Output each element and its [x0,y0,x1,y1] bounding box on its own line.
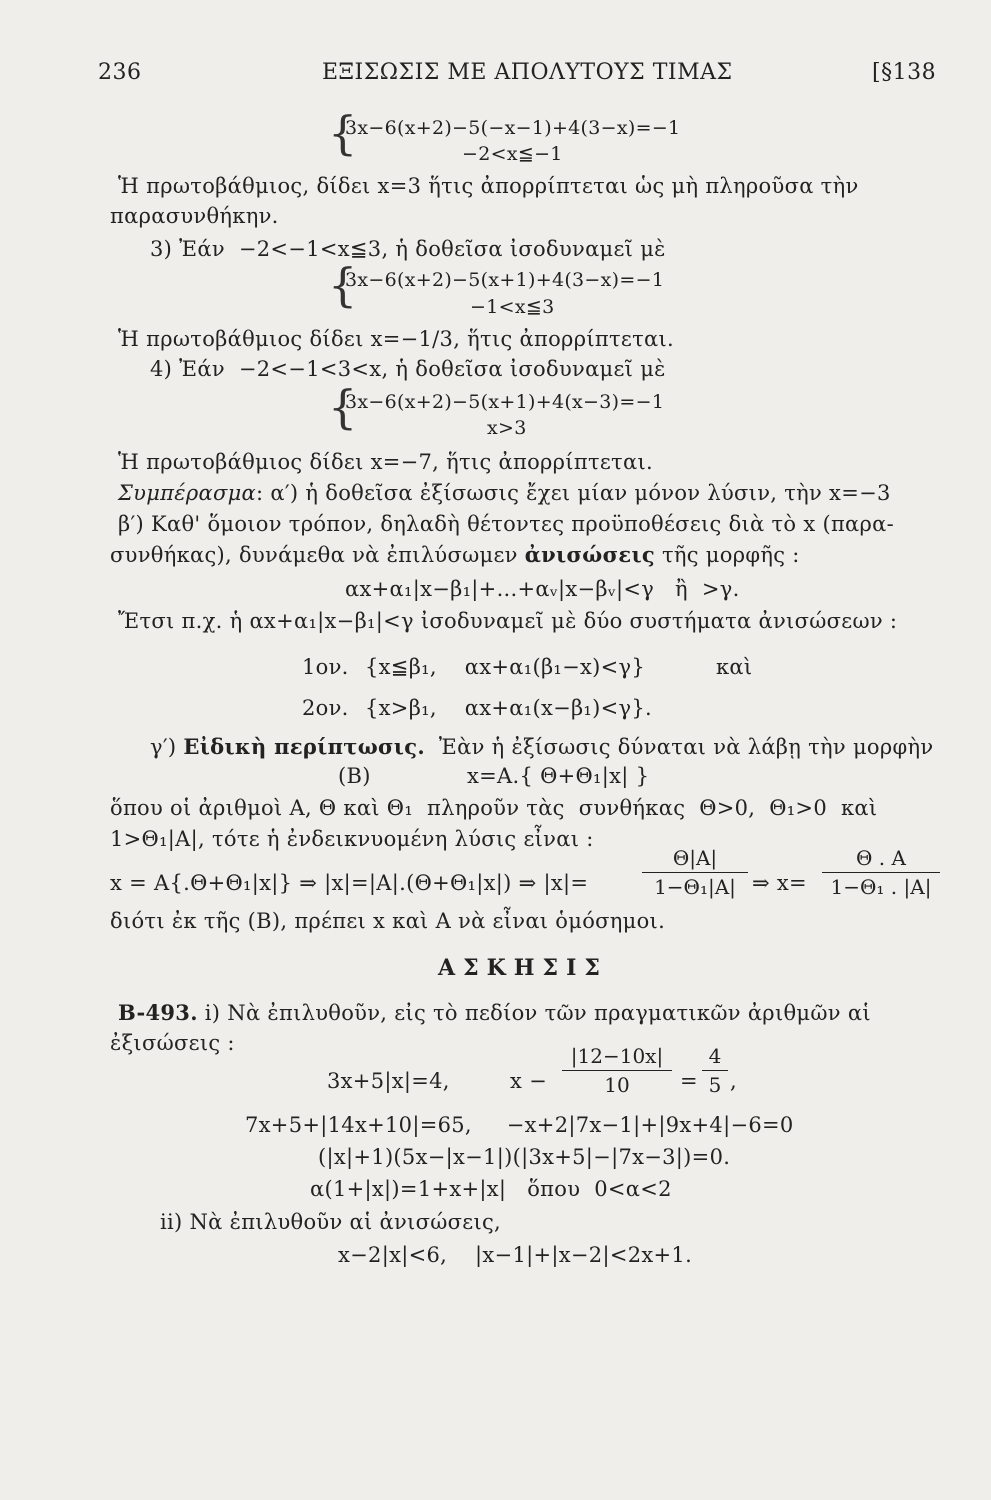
special-conditions-cont: 1>Θ₁|A|, τότε ἡ ἐνδεικνυομένη λύσις εἶναι : [110,827,594,851]
fraction-bar [702,1070,728,1071]
fraction-1-denominator: 1−Θ₁|A| [654,875,736,899]
running-title: ΕΞΙΣΩΣΙΣ ΜΕ ΑΠΟΛΥΤΟΥΣ ΤΙΜΑΣ [322,60,733,85]
exercise-i-text-cont: ἐξισώσεις : [110,1031,235,1055]
solution-fraction-1 [642,846,748,899]
solution-derivation: x = A{.Θ+Θ₁|x|} ⇒ |x|=|A|.(Θ+Θ₁|x|) ⇒ |x|= [110,871,589,895]
special-equation: x=A.{ Θ+Θ₁|x| } [467,764,650,788]
conclusion-b2-pre: συνθήκας), δυνάμεθα νὰ ἐπιλύσωμεν [110,543,525,567]
conclusion-b2-bold: ἀνισώσεις [524,542,655,567]
case3-result: Ἡ πρωτοβάθμιος δίδει x=−1/3, ἥτις ἀπορρίπτεται. [118,327,674,351]
case2-equation: 3x−6(x+2)−5(−x−1)+4(3−x)=−1 [345,117,681,139]
solution-implies: ⇒ x= [752,871,807,895]
conclusion-line-a [118,480,891,506]
sign-condition: διότι ἐκ τῆς (B), πρέπει x καὶ A νὰ εἶναι ὁμόσημοι. [110,909,666,933]
fraction-bar [822,872,940,873]
system1-and: καὶ [716,655,753,679]
fraction-denominator: 10 [604,1073,630,1097]
exercise-equation-5: α(1+|x|)=1+x+|x| ὅπου 0<α<2 [310,1177,672,1201]
conclusion-b2-post: τῆς μορφῆς : [655,543,800,567]
conclusion-line-b1: β′) Καθ' ὅμοιον τρόπον, δηλαδὴ θέτοντες προϋποθέσεις διὰ τὸ x (παρα- [118,512,895,536]
fraction-1-numerator: Θ|A| [672,846,718,870]
case4-result: Ἡ πρωτοβάθμιος δίδει x=−7, ἥτις ἀπορρίπτεται. [118,450,653,474]
exercise-equation-2-fraction [562,1044,672,1097]
special-label: Εἰδικὴ περίπτωσις. [183,734,425,759]
special-case-line [150,734,933,760]
exercise-equation-2-comma: , [730,1069,737,1093]
conclusion-a-text: : α′) ἡ δοθεῖσα ἐξίσωσις ἔχει μίαν μόνον λύσιν, τὴν x=−3 [256,481,891,505]
fraction-numerator: |12−10x| [570,1044,664,1068]
fraction-denominator: 5 [708,1073,722,1097]
exercise-equation-2-equals: = [680,1069,698,1093]
case4-condition: x>3 [487,417,527,439]
fraction-bar [642,872,748,873]
case3-condition: −1<x≦3 [470,296,555,318]
conclusion-line-b2 [110,542,800,568]
system-brace: { [328,380,358,434]
solution-fraction-2 [822,846,940,899]
exercise-equation-4: (|x|+1)(5x−|x−1|)(|3x+5|−|7x−3|)=0. [318,1145,731,1169]
exercise-i-line [118,1000,871,1026]
exercise-equation-2-rhs [702,1044,728,1097]
case4-intro: 4) Ἐάν −2<−1<3<x, ἡ δοθεῖσα ἰσοδυναμεῖ μὲ [150,357,666,381]
special-line1-text: Ἐὰν ἡ ἐξίσωσις δύναται νὰ λάβῃ τὴν μορφὴν [424,735,934,759]
case3-intro: 3) Ἐάν −2<−1<x≦3, ἡ δοθεῖσα ἰσοδυναμεῖ μὲ [150,237,666,261]
exercise-ii-text: ii) Νὰ ἐπιλυθοῦν αἱ ἀνισώσεις, [160,1210,502,1234]
special-conditions: ὅπου οἱ ἀριθμοὶ Α, Θ καὶ Θ₁ πληροῦν τὰς συνθήκας Θ>0, Θ₁>0 καὶ [110,796,878,820]
fraction-bar [562,1070,672,1071]
case2-result-cont: παρασυνθήκην. [110,204,279,228]
exercise-equations-3: 7x+5+|14x+10|=65, −x+2|7x−1|+|9x+4|−6=0 [245,1113,794,1137]
exercise-inequalities: x−2|x|<6, |x−1|+|x−2|<2x+1. [338,1243,693,1267]
system-brace: { [328,258,358,312]
case2-result: Ἡ πρωτοβάθμιος, δίδει x=3 ἥτις ἀπορρίπτεται ὡς μὴ πληροῦσα τὴν [118,174,859,198]
general-inequality-form: αx+α₁|x−β₁|+...+αᵥ|x−βᵥ|<γ ἢ >γ. [345,577,740,601]
exercise-equation-2-prefix: x − [510,1069,548,1093]
equation-label-b: (B) [338,764,371,788]
special-prefix: γ′) [150,735,184,759]
fraction-2-numerator: Θ . A [856,846,906,870]
system2: {x>β₁, αx+α₁(x−β₁)<γ}. [365,696,653,720]
exercise-number: B-493. [118,1000,198,1025]
system-brace: { [328,106,358,160]
exercises-title: ΑΣΚΗΣΙΣ [438,955,608,981]
case3-equation: 3x−6(x+2)−5(x+1)+4(3−x)=−1 [345,269,665,291]
system1: {x≦β₁, αx+α₁(β₁−x)<γ} [365,655,646,679]
conclusion-label: Συμπέρασμα [118,481,257,505]
system2-label: 2ον. [302,696,349,720]
fraction-2-denominator: 1−Θ₁ . |A| [830,875,932,899]
case2-condition: −2<x≦−1 [462,143,563,165]
exercise-equation-1: 3x+5|x|=4, [327,1069,450,1093]
fraction-numerator: 4 [708,1044,722,1068]
exercise-i-text: i) Νὰ ἐπιλυθοῦν, εἰς τὸ πεδίον τῶν πραγματικῶν ἀριθμῶν αἱ [197,1001,871,1025]
system1-label: 1ον. [302,655,349,679]
case4-equation: 3x−6(x+2)−5(x+1)+4(x−3)=−1 [345,391,665,413]
example-line: Ἔτσι π.χ. ἡ αx+α₁|x−β₁|<γ ἰσοδυναμεῖ μὲ δύο συστήματα ἀνισώσεων : [118,609,898,633]
page-number: 236 [98,60,142,85]
section-number: [§138 [872,60,937,85]
